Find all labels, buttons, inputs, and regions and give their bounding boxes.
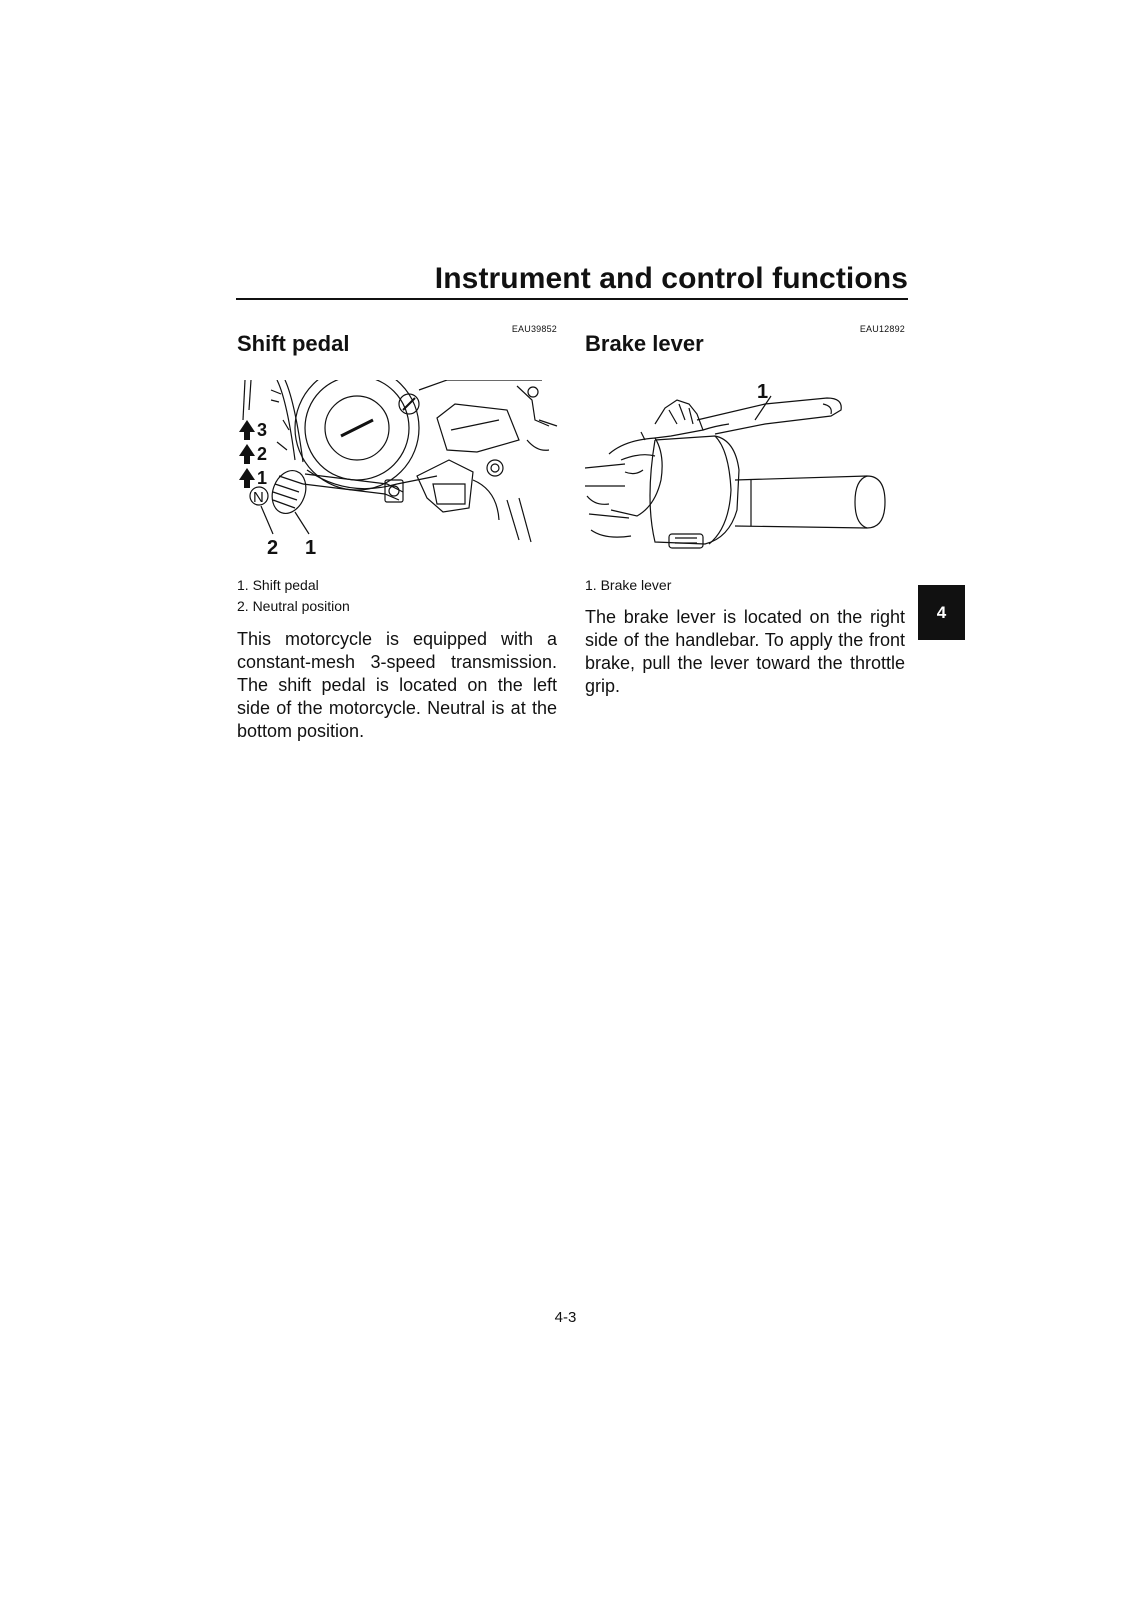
page-header-title: Instrument and control functions <box>434 262 908 295</box>
callout-2: 2 <box>267 537 279 559</box>
section-title: Brake lever <box>585 331 704 356</box>
callout-1: 1 <box>757 381 769 403</box>
figure-legend <box>237 575 350 617</box>
neutral-label: N <box>253 489 264 506</box>
gear-3-label: 3 <box>257 420 268 440</box>
callout-1: 1 <box>305 537 317 559</box>
legend-item: 2. Neutral position <box>237 598 350 614</box>
figure-legend <box>585 575 671 596</box>
section-body: The brake lever is located on the right side of the handlebar. To apply the front brake, pull the lever toward the throttle grip. <box>585 607 905 696</box>
section-title: Shift pedal <box>237 331 350 356</box>
header-rule <box>236 298 908 300</box>
section-code: EAU39852 <box>511 324 557 334</box>
section-code: EAU12892 <box>859 324 905 334</box>
gear-2-label: 2 <box>257 444 268 464</box>
brake-lever-illustration <box>585 380 907 560</box>
chapter-tab: 4 <box>918 585 965 640</box>
legend-item: 1. Shift pedal <box>237 577 319 593</box>
shift-pedal-illustration <box>237 380 559 560</box>
gear-1-label: 1 <box>257 468 268 488</box>
page-number: 4-3 <box>554 1309 577 1326</box>
legend-item: 1. Brake lever <box>585 577 672 593</box>
section-body: This motorcycle is equipped with a constant-mesh 3-speed transmission. The shift pedal is located on the left side of the motorcycle. Neutral is at the bottom position. <box>237 629 557 741</box>
